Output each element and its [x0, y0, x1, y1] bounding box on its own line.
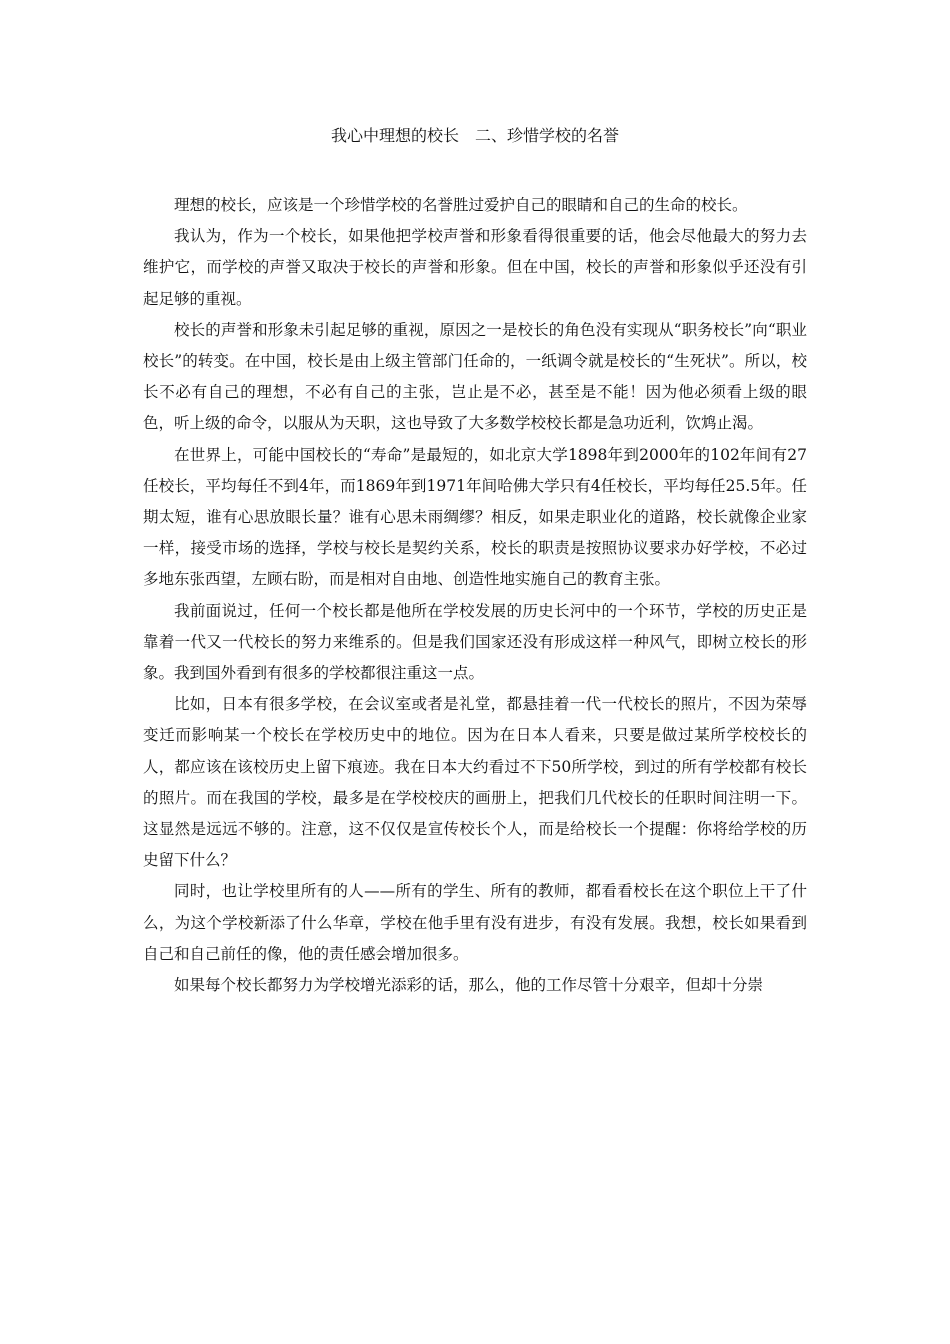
document-body — [143, 190, 807, 1001]
paragraph: 我认为，作为一个校长，如果他把学校声誉和形象看得很重要的话，他会尽他最大的努力去维护它，而学校的声誉又取决于校长的声誉和形象。但在中国，校长的声誉和形象似乎还没有引起足够的重视。 — [143, 227, 807, 308]
paragraph: 如果每个校长都努力为学校增光添彩的话，那么，他的工作尽管十分艰辛，但却十分崇 — [174, 976, 764, 995]
paragraph: 同时，也让学校里所有的人——所有的学生、所有的教师，都看看校长在这个职位上干了什么，为这个学校新添了什么华章，学校在他手里有没有进步，有没有发展。我想，校长如果看到自己和自己前任的像，他的责任感会增加很多。 — [143, 882, 807, 963]
paragraph: 校长的声誉和形象未引起足够的重视，原因之一是校长的角色没有实现从“职务校长”向“职业校长”的转变。在中国，校长是由上级主管部门任命的，一纸调令就是校长的“生死状”。所以，校长不必有自己的理想，不必有自己的主张，岂止是不必，甚至是不能！因为他必须看上级的眼色，听上级的命令，以服从为天职，这也导致了大多数学校校长都是急功近利，饮鸩止渴。 — [143, 320, 807, 433]
document-title: 我心中理想的校长 二、珍惜学校的名誉 — [330, 126, 619, 145]
paragraph: 在世界上，可能中国校长的“寿命”是最短的，如北京大学1898年到2000年的102年间有27任校长，平均每任不到4年，而1869年到1971年间哈佛大学只有4任校长，平均每任25.5年。任期太短，谁有心思放眼长量？谁有心思未雨绸缪？相反，如果走职业化的道路，校长就像企业家一样，接受市场的选择，学校与校长是契约关系，校长的职责是按照协议要求办好学校，不必过多地东张西望，左顾右盼，而是相对自由地、创造性地实施自己的教育主张。 — [143, 445, 807, 589]
paragraph: 理想的校长，应该是一个珍惜学校的名誉胜过爱护自己的眼睛和自己的生命的校长。 — [174, 196, 748, 214]
paragraph: 比如，日本有很多学校，在会议室或者是礼堂，都悬挂着一代一代校长的照片，不因为荣辱变迁而影响某一个校长在学校历史中的地位。因为在日本人看来，只要是做过某所学校校长的人，都应该在该校历史上留下痕迹。我在日本大约看过不下50所学校，到过的所有学校都有校长的照片。而在我国的学校，最多是在学校校庆的画册上，把我们几代校长的任职时间注明一下。这显然是远远不够的。注意，这不仅仅是宣传校长个人，而是给校长一个提醒：你将给学校的历史留下什么？ — [143, 695, 807, 870]
paragraph: 我前面说过，任何一个校长都是他所在学校发展的历史长河中的一个环节，学校的历史正是靠着一代又一代校长的努力来维系的。但是我们国家还没有形成这样一种风气，即树立校长的形象。我到国外看到有很多的学校都很注重这一点。 — [143, 601, 807, 683]
